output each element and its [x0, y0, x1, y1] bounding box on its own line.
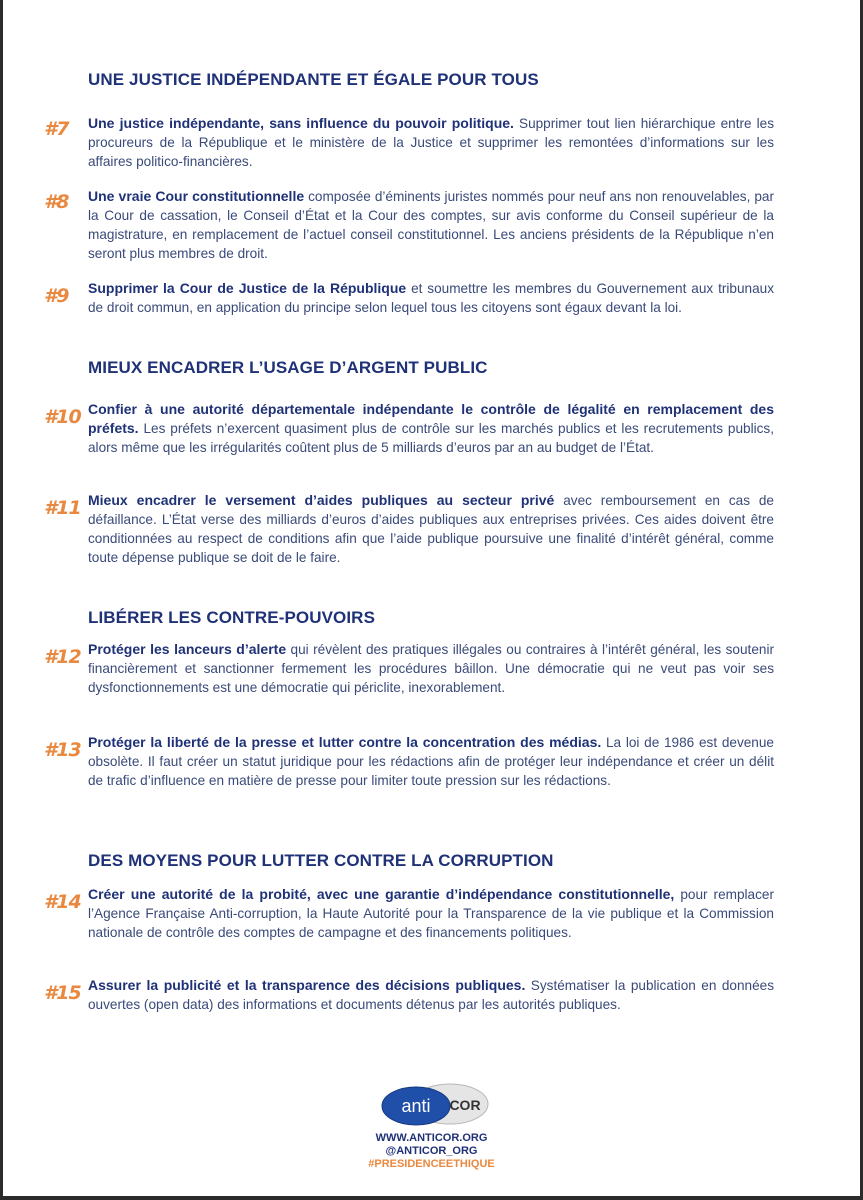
proposal-headline: Supprimer la Cour de Justice de la République [88, 280, 407, 296]
proposal-headline: Mieux encadrer le versement d’aides publiques au secteur privé [88, 492, 555, 508]
section-title: UNE JUSTICE INDÉPENDANTE ET ÉGALE POUR TOUS [88, 70, 539, 89]
logo-left-text: anti [400, 1096, 431, 1116]
hashtag[interactable]: #PRESIDENCEETHIQUE [368, 1158, 495, 1170]
section-title: MIEUX ENCADRER L’USAGE D’ARGENT PUBLIC [88, 358, 488, 377]
footer [0, 1080, 863, 1171]
proposal-number: #9 [44, 285, 69, 307]
proposal-number: #12 [44, 646, 81, 668]
proposal-text [88, 976, 774, 1014]
proposal-number: #13 [44, 739, 81, 761]
proposal-text [88, 187, 774, 263]
proposal-number: #15 [44, 982, 81, 1004]
proposal-body: et soumettre les membres du Gouvernement aux tribunaux de droit commun, en application du principe selon lequel tous les citoyens sont égaux devant la loi. [88, 281, 774, 315]
proposal-text [88, 491, 774, 567]
proposal-headline: Assurer la publicité et la transparence des décisions publiques. [88, 977, 526, 993]
proposal-text [88, 640, 774, 697]
proposal-text [88, 885, 774, 942]
proposal-headline: Protéger la liberté de la presse et lutter contre la concentration des médias. [88, 734, 602, 750]
proposal-headline: Protéger les lanceurs d’alerte [88, 641, 287, 657]
proposal-headline: Créer une autorité de la probité, avec une garantie d’indépendance constitutionnelle, [88, 886, 675, 902]
proposal-number: #14 [44, 891, 81, 913]
proposal-body: Supprimer tout lien hiérarchique entre les procureurs de la République et le ministère de la Justice et supprimer les remontées d’informations sur les affaires politico-financières. [88, 116, 775, 169]
proposal-headline: Une justice indépendante, sans influence du pouvoir politique. [88, 115, 514, 131]
anticor-logo [372, 1080, 492, 1128]
proposal-body: La loi de 1986 est devenue obsolète. Il faut créer un statut juridique pour les rédactions afin de protéger leur indépendance et créer un délit de trafic d’influence en matière de presse pour limiter toute pression sur les rédactions. [88, 735, 774, 788]
proposal-text [88, 400, 774, 457]
proposal-number: #8 [44, 191, 69, 213]
social-handle[interactable]: @ANTICOR_ORG [385, 1145, 478, 1157]
proposal-headline: Confier à une autorité départementale indépendante le contrôle de légalité en remplacement des préfets. [88, 401, 774, 436]
logo-right-text: COR [448, 1097, 481, 1113]
section-title: LIBÉRER LES CONTRE-POUVOIRS [88, 608, 376, 627]
proposal-text [88, 114, 774, 171]
proposal-body: Les préfets n’exercent quasiment plus de contrôle sur les marchés publics et les recrutements publics, alors même que les irrégularités coûtent plus de 5 milliards d’euros par an au budget de l’État. [88, 421, 774, 455]
proposal-number: #7 [44, 118, 69, 140]
proposal-number: #11 [44, 497, 81, 519]
proposal-body: pour remplacer l’Agence Française Anti-corruption, la Haute Autorité pour la Transparence de la vie publique et la Commission nationale de contrôle des comptes de campagne et des financements politiques. [88, 887, 774, 940]
proposal-body: avec remboursement en cas de défaillance. L’État verse des milliards d’euros d’aides publiques aux entreprises privées. Ces aides doivent être conditionnées au respect de conditions afin que l’aide publique poursuive une finalité d’intérêt général, comme toute dépense publique se doit de le faire. [88, 493, 774, 565]
proposal-body: composée d’éminents juristes nommés pour neuf ans non renouvelables, par la Cour de cassation, le Conseil d’État et la Cour des comptes, sur avis conforme du Conseil supérieur de la magistrature, en remplacement de l’actuel conseil constitutionnel. Les anciens présidents de la République n’en seront plus membres de droit. [88, 189, 774, 261]
proposal-body: qui révèlent des pratiques illégales ou contraires à l’intérêt général, les soutenir financièrement et sanctionner fermement les procédures bâillon. Une démocratie qui ne veut pas voir ses dysfonctionnements est une démocratie qui périclite, inexorablement. [88, 642, 774, 695]
anticor-logo-icon [372, 1080, 492, 1128]
proposal-body: Systématiser la publication en données ouvertes (open data) des informations et documents détenus par les autorités publiques. [88, 978, 774, 1012]
section-title: DES MOYENS POUR LUTTER CONTRE LA CORRUPTION [88, 851, 554, 870]
proposal-headline: Une vraie Cour constitutionnelle [88, 188, 305, 204]
proposal-text [88, 279, 774, 317]
website-link[interactable]: WWW.ANTICOR.ORG [375, 1132, 488, 1144]
proposal-number: #10 [44, 406, 81, 428]
proposal-text [88, 733, 774, 790]
